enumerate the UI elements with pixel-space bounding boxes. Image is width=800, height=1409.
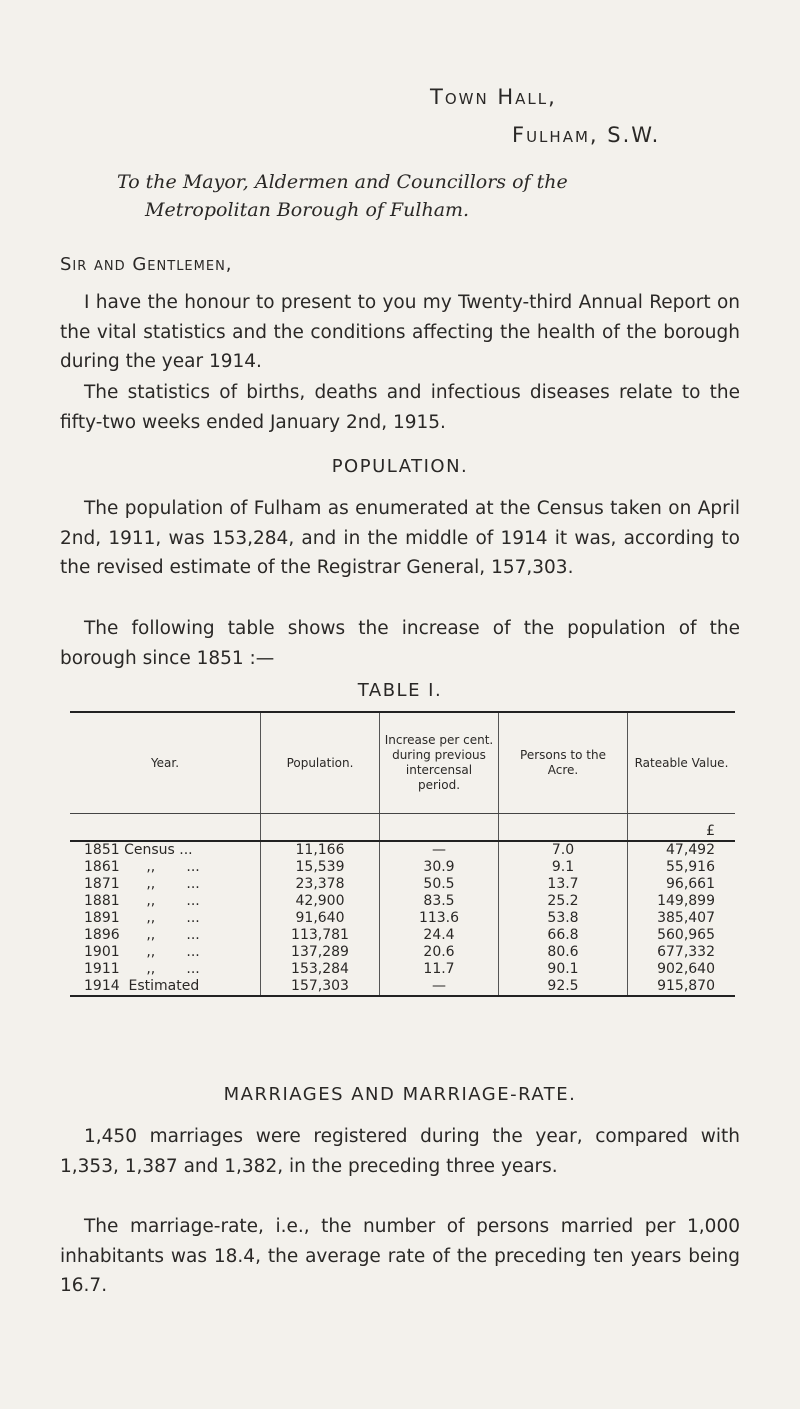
cell-population: 113,781 bbox=[261, 927, 380, 944]
table-body bbox=[70, 841, 735, 996]
cell-rateable-value: 677,332 bbox=[628, 944, 736, 961]
cell-population: 157,303 bbox=[261, 978, 380, 996]
table-row bbox=[70, 910, 735, 927]
table-row bbox=[70, 978, 735, 996]
header-increase: Increase per cent. during previous intercensal period. bbox=[380, 712, 499, 814]
cell-rateable-value: 55,916 bbox=[628, 859, 736, 876]
cell-year: 1896 ,, ... bbox=[84, 927, 200, 943]
population-paragraph-2: The following table shows the increase of the population of the borough since 1851 :— bbox=[60, 618, 740, 669]
cell-rateable-value: 149,899 bbox=[628, 893, 736, 910]
intro-paragraph-2: The statistics of births, deaths and infectious diseases relate to the fifty-two weeks ended January 2nd, 1915. bbox=[60, 382, 740, 433]
cell-year: 1891 ,, ... bbox=[84, 910, 200, 926]
cell-increase: — bbox=[380, 978, 499, 996]
cell-increase: 30.9 bbox=[380, 859, 499, 876]
cell-population: 11,166 bbox=[261, 841, 380, 859]
addressee-line-1: To the Mayor, Aldermen and Councillors of the bbox=[117, 171, 568, 193]
cell-rateable-value: 385,407 bbox=[628, 910, 736, 927]
table-header-row bbox=[70, 712, 735, 814]
table-row bbox=[70, 876, 735, 893]
cell-persons-per-acre: 90.1 bbox=[499, 961, 628, 978]
marriages-heading: MARRIAGES AND MARRIAGE-RATE. bbox=[223, 1084, 577, 1105]
cell-year: 1914 Estimated bbox=[70, 978, 261, 996]
population-heading: POPULATION. bbox=[331, 456, 469, 477]
header-population: Population. bbox=[261, 712, 380, 814]
cell-persons-per-acre: 66.8 bbox=[499, 927, 628, 944]
cell-persons-per-acre: 9.1 bbox=[499, 859, 628, 876]
table-row bbox=[70, 927, 735, 944]
cell-year: 1851 Census ... bbox=[84, 842, 193, 858]
cell-increase: — bbox=[380, 841, 499, 859]
cell-increase: 24.4 bbox=[380, 927, 499, 944]
letterhead-line-2: Fulham, S.W. bbox=[512, 123, 661, 147]
cell-persons-per-acre: 92.5 bbox=[499, 978, 628, 996]
cell-persons-per-acre: 53.8 bbox=[499, 910, 628, 927]
cell-persons-per-acre: 80.6 bbox=[499, 944, 628, 961]
addressee bbox=[60, 168, 760, 224]
table-caption: TABLE I. bbox=[357, 680, 443, 701]
cell-rateable-value: 915,870 bbox=[628, 978, 736, 996]
cell-year: 1911 ,, ... bbox=[84, 961, 200, 977]
cell-population: 153,284 bbox=[261, 961, 380, 978]
table-row bbox=[70, 841, 735, 859]
intro-paragraph-1: I have the honour to present to you my Twenty-third Annual Report on the vital statistics and the conditions affecting the health of the borough during the year 1914. bbox=[60, 292, 740, 372]
population-paragraph-1: The population of Fulham as enumerated at the Census taken on April 2nd, 1911, was 153,284, and in the middle of 1914 it was, according to the revised estimate of the Registrar General, 157,303. bbox=[60, 498, 740, 578]
header-year: Year. bbox=[70, 712, 261, 814]
marriages-paragraph-1: 1,450 marriages were registered during the year, compared with 1,353, 1,387 and 1,382, in the preceding three years. bbox=[60, 1126, 740, 1177]
letterhead bbox=[430, 78, 660, 154]
cell-rateable-value: 560,965 bbox=[628, 927, 736, 944]
currency-unit: £ bbox=[628, 814, 736, 842]
cell-increase: 20.6 bbox=[380, 944, 499, 961]
cell-rateable-value: 96,661 bbox=[628, 876, 736, 893]
cell-population: 137,289 bbox=[261, 944, 380, 961]
table-row bbox=[70, 859, 735, 876]
cell-persons-per-acre: 13.7 bbox=[499, 876, 628, 893]
cell-year: 1881 ,, ... bbox=[84, 893, 200, 909]
marriages-paragraph-2: The marriage-rate, i.e., the number of persons married per 1,000 inhabitants was 18.4, the average rate of the preceding ten years being 16.7. bbox=[60, 1216, 740, 1296]
cell-population: 15,539 bbox=[261, 859, 380, 876]
cell-year: 1861 ,, ... bbox=[84, 859, 200, 875]
table-row bbox=[70, 944, 735, 961]
cell-population: 42,900 bbox=[261, 893, 380, 910]
cell-increase: 83.5 bbox=[380, 893, 499, 910]
letterhead-line-1: Town Hall, bbox=[430, 85, 557, 109]
table-row bbox=[70, 893, 735, 910]
cell-year: 1901 ,, ... bbox=[84, 944, 200, 960]
header-rateable-value: Rateable Value. bbox=[628, 712, 736, 814]
addressee-line-2: Metropolitan Borough of Fulham. bbox=[145, 199, 470, 221]
greeting: Sir and Gentlemen, bbox=[60, 254, 233, 275]
cell-increase: 11.7 bbox=[380, 961, 499, 978]
population-table bbox=[70, 711, 735, 997]
cell-population: 91,640 bbox=[261, 910, 380, 927]
table-row bbox=[70, 961, 735, 978]
cell-increase: 113.6 bbox=[380, 910, 499, 927]
cell-rateable-value: 47,492 bbox=[628, 841, 736, 859]
cell-persons-per-acre: 7.0 bbox=[499, 841, 628, 859]
cell-year: 1871 ,, ... bbox=[84, 876, 200, 892]
cell-rateable-value: 902,640 bbox=[628, 961, 736, 978]
unit-row bbox=[70, 814, 735, 842]
cell-increase: 50.5 bbox=[380, 876, 499, 893]
cell-persons-per-acre: 25.2 bbox=[499, 893, 628, 910]
header-persons-per-acre: Persons to the Acre. bbox=[499, 712, 628, 814]
cell-population: 23,378 bbox=[261, 876, 380, 893]
